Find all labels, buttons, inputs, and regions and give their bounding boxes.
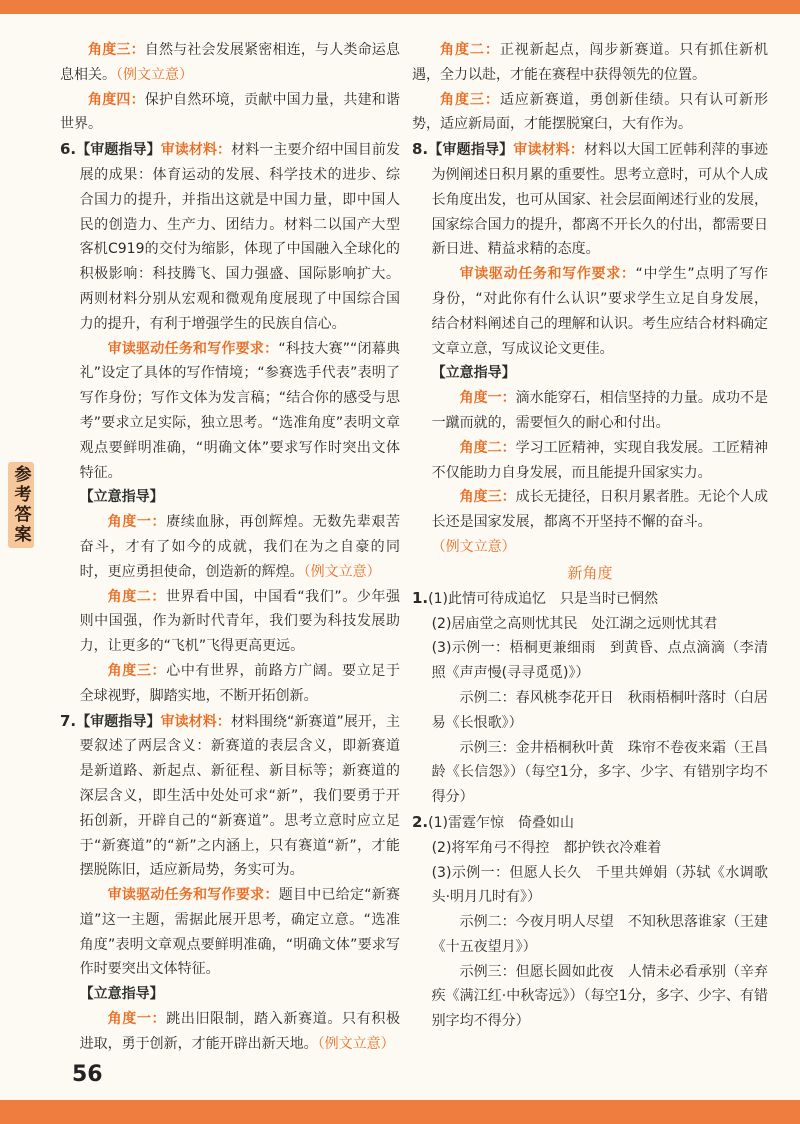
new-q2-item: 示例三：但愿长圆如此夜 人情未必看承别（辛弃疾《满江红·中秋寄远》）（每空1分，多字、少字、有错别字均不得分）	[431, 963, 768, 1030]
question-7-material: 7.【审题指导】审读材料：材料围绕“新赛道”展开，主要叙述了两层含义：新赛道的表层含义，即新赛道是新道路、新起点、新征程、新目标等；新赛道的深层含义，即生活中处处可求“新”，我们要勇于开拓创新，开辟自己的“新赛道”。思考立意时应立足于“新赛道”的“新”之内涵上，只有赛道“新”，才能摆脱陈旧，适应新局势，务实可为。	[60, 711, 401, 879]
section-heading-new-angle: 新角度	[567, 563, 613, 582]
question-7-task: 审读驱动任务和写作要求：题目中已给定“新赛道”这一主题，需据此展开思考，确定立意。“选准角度”表明文章观点要鲜明准确，“明确文体”要求写作时要突出文体特征。	[79, 887, 400, 978]
angle-paragraph: 角度二：学习工匠精神，实现自我发展。工匠精神不仅能助力自身发展，而且能提升国家实力。	[431, 439, 768, 481]
angle-paragraph: 角度二：正视新起点，闯步新赛道。只有抓住新机遇，全力以赴，才能在赛程中获得领先的位置。	[412, 42, 769, 83]
new-q2-item: (3)示例一：但愿人长久 千里共婵娟（苏轼《水调歌头·明月几时有》）	[431, 864, 768, 906]
sample-tag: （例文立意）	[303, 563, 381, 580]
question-6-task: 审读驱动任务和写作要求：“科技大赛”“闭幕典礼”设定了具体的写作情境；“参赛选手代表”表明了写作身份；写作文体为发言稿；“结合你的感受与思考”要求立足实际，独立思考。“选准角度”表明文章观点要鲜明准确，“明确文体”要求写作时突出文体特征。	[79, 340, 401, 481]
left-column	[60, 38, 400, 1057]
top-color-bar	[0, 0, 800, 14]
liyi-heading: 【立意指导】	[79, 986, 164, 1003]
new-q1-item: (3)示例一：梧桐更兼细雨 到黄昏、点点滴滴（李清照《声声慢(寻寻觅觅)》）	[431, 640, 768, 682]
sample-tag: （例文立意）	[317, 1035, 395, 1052]
angle-paragraph: 角度一：跳出旧限制，踏入新赛道。只有积极进取，勇于创新，才能开辟出新天地。（例文立意）	[79, 1011, 401, 1052]
angle-paragraph: 角度三：成长无捷径，日积月累者胜。无论个人成长还是国家发展，都离不开坚持不懈的奋斗。	[431, 489, 768, 531]
question-8-material: 8.【审题指导】审读材料：材料以大国工匠韩利萍的事迹为例阐述日积月累的重要性。思考立意时，可从个人成长角度出发，也可从国家、社会层面阐述行业的发展，国家综合国力的提升，都离不开长久的付出，都需要日新日进、精益求精的态度。	[412, 140, 769, 258]
angle-paragraph: 角度三：心中有世界，前路方广阔。要立足于全球视野，脚踏实地，不断开拓创新。	[79, 662, 401, 704]
page-number: 56	[72, 1062, 103, 1087]
new-q2-item: 2.(1)雷霆乍惊 倚叠如山	[412, 812, 574, 831]
new-q2-item: 示例二：今夜月明人尽望 不知秋思落谁家（王建《十五夜望月》）	[431, 914, 768, 955]
angle-paragraph: 角度一：赓续血脉，再创辉煌。无数先辈艰苦奋斗，才有了如今的成就，我们在为之自豪的同时，更应勇担使命，创造新的辉煌。（例文立意）	[79, 514, 401, 580]
question-8-task: 审读驱动任务和写作要求：“中学生”点明了写作身份，“对此你有什么认识”要求学生立足自身发展，结合材料阐述自己的理解和认识。考生应结合材料确定文章立意，写成议论文更佳。	[431, 266, 768, 357]
right-column	[412, 38, 768, 1034]
new-q1-item: (2)居庙堂之高则忧其民 处江湖之远则忧其君	[431, 615, 718, 632]
question-6-material: 6.【审题指导】审读材料：材料一主要介绍中国目前发展的成果：体育运动的发展、科学技术的进步、综合国力的提升，并指出这就是中国力量，即中国人民的创造力、生产力、团结力。材料二以国产大型客机C919的交付为缩影，体现了中国融入全球化的积极影响：科技腾飞、国力强盛、国际影响扩大。两则材料分别从宏观和微观角度展现了中国综合国力的提升，有利于增强学生的民族自信心。	[60, 140, 401, 332]
sample-line	[412, 535, 768, 560]
sample-tag: （例文立意）	[116, 66, 193, 83]
new-q2-item: (2)将军角弓不得控 都护铁衣冷难着	[431, 839, 662, 856]
angle-paragraph: 角度二：世界看中国，中国看“我们”。少年强则中国强，作为新时代青年，我们要为科技发展助力，让更多的“飞机”飞得更高更远。	[79, 588, 401, 655]
angle-paragraph: 角度三：适应新赛道，勇创新佳绩。只有认可新形势，适应新局面，才能摆脱窠臼，大有作为。	[412, 91, 769, 133]
angle-paragraph: 角度三：自然与社会发展紧密相连，与人类命运息息相关。（例文立意）	[60, 42, 401, 83]
new-q1-item: 示例二：春风桃李花开日 秋雨梧桐叶落时（白居易《长恨歌》）	[431, 689, 768, 731]
angle-paragraph: 角度一：滴水能穿石，相信坚持的力量。成功不是一蹴而就的，需要恒久的耐心和付出。	[431, 390, 768, 431]
new-q1-item: 示例三：金井梧桐秋叶黄 珠帘不卷夜来霜（王昌龄《长信怨》）（每空1分，多字、少字、有错别字均不得分）	[431, 739, 768, 806]
liyi-heading: 【立意指导】	[431, 365, 516, 382]
bottom-color-bar	[0, 1100, 800, 1124]
side-tab-answers: 参考答案	[8, 462, 34, 548]
liyi-heading: 【立意指导】	[79, 489, 164, 506]
new-q1-item: 1.(1)此情可待成追忆 只是当时已惘然	[412, 588, 658, 607]
sample-tag: （例文立意）	[431, 538, 516, 555]
angle-paragraph: 角度四：保护自然环境，贡献中国力量，共建和谐世界。	[60, 91, 401, 133]
